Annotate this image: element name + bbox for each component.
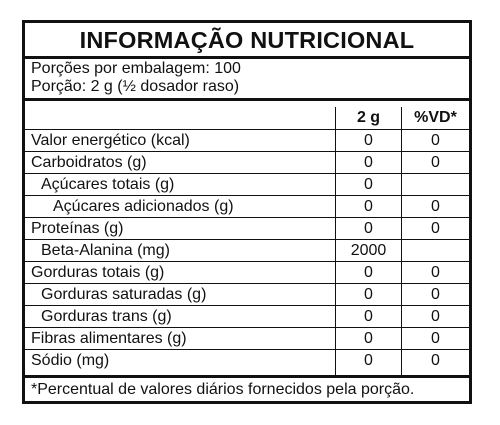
nutrient-name: Proteínas (g) — [31, 220, 124, 237]
nutrient-name: Sódio (mg) — [31, 352, 110, 369]
daily-value-column-header: %VD* — [414, 109, 457, 126]
nutrient-name: Carboidratos (g) — [31, 154, 147, 171]
nutrient-name: Fibras alimentares (g) — [31, 330, 187, 347]
servings-divider — [25, 98, 469, 101]
nutrient-amount: 0 — [364, 198, 373, 215]
nutrient-daily-value: 0 — [431, 220, 440, 237]
nutrient-daily-value: 0 — [431, 308, 440, 325]
table-row — [25, 196, 469, 217]
footnote: *Percentual de valores diários fornecidos pela porção. — [31, 381, 415, 398]
table-row — [25, 240, 469, 261]
nutrient-amount: 0 — [364, 352, 373, 369]
nutrient-name: Açúcares totais (g) — [41, 176, 175, 193]
nutrient-daily-value: 0 — [431, 154, 440, 171]
nutrient-amount: 0 — [364, 286, 373, 303]
label-title: INFORMAÇÃO NUTRICIONAL — [79, 27, 415, 53]
nutrient-name: Gorduras trans (g) — [41, 308, 172, 325]
title-divider — [25, 56, 469, 59]
nutrient-daily-value: 0 — [431, 132, 440, 149]
nutrient-name: Gorduras totais (g) — [31, 264, 165, 281]
nutrient-daily-value: 0 — [431, 264, 440, 281]
amount-column-header: 2 g — [356, 109, 381, 126]
nutrient-name: Açúcares adicionados (g) — [53, 198, 234, 215]
table-row — [25, 152, 469, 173]
servings-per-package: Porções por embalagem: 100 — [31, 60, 241, 77]
table-row — [25, 262, 469, 283]
table-row — [25, 130, 469, 151]
nutrient-amount: 0 — [364, 220, 373, 237]
nutrient-daily-value: 0 — [431, 286, 440, 303]
nutrient-name: Gorduras saturadas (g) — [41, 286, 207, 303]
table-bottom-divider — [25, 375, 469, 378]
nutrient-amount: 0 — [364, 132, 373, 149]
nutrient-daily-value: 0 — [431, 330, 440, 347]
nutrient-daily-value: 0 — [431, 198, 440, 215]
table-row — [25, 306, 469, 327]
nutrient-amount: 0 — [364, 154, 373, 171]
table-row — [25, 328, 469, 349]
nutrient-name: Valor energético (kcal) — [31, 132, 190, 149]
nutrient-amount: 0 — [364, 264, 373, 281]
nutrient-amount: 0 — [364, 176, 373, 193]
table-row — [25, 350, 469, 371]
nutrient-amount: 0 — [364, 330, 373, 347]
nutrient-amount: 0 — [364, 308, 373, 325]
nutrient-name: Beta-Alanina (mg) — [41, 242, 170, 259]
table-row — [25, 218, 469, 239]
nutrient-amount: 2000 — [350, 242, 387, 259]
table-row — [25, 284, 469, 305]
nutrition-facts-label — [22, 20, 472, 404]
table-row — [25, 174, 469, 195]
nutrient-daily-value: 0 — [431, 352, 440, 369]
serving-size: Porção: 2 g (½ dosador raso) — [31, 78, 240, 95]
